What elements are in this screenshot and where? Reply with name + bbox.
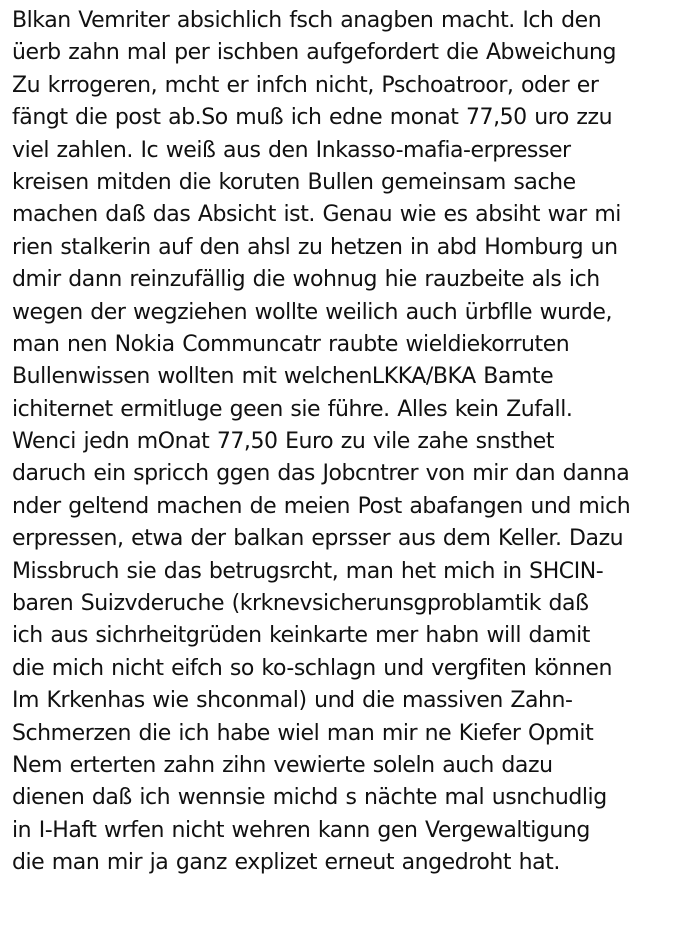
text-line-2: üerb zahn mal per ischben aufgefordert die Abweichung (12, 40, 616, 66)
text-line-5: viel zahlen. Ic weiß aus den Inkasso-mafia-erpresser (12, 137, 571, 163)
text-line-10: wegen der wegziehen wollte weilich auch ürbflle wurde, (12, 299, 613, 325)
text-line-20: ich aus sichrheitgrüden keinkarte mer habn will damit (12, 623, 590, 649)
text-line-27: die man mir ja ganz explizet erneut angedroht hat. (12, 850, 560, 876)
text-line-23: Schmerzen die ich habe wiel man mir ne Kiefer Opmit (12, 720, 594, 746)
text-line-19: baren Suizvderuche (krknevsicherunsgproblamtik daß (12, 591, 589, 617)
text-line-4: fängt die post ab.So muß ich edne monat 77,50 uro zzu (12, 105, 613, 131)
text-line-3: Zu krrogeren, mcht er infch nicht, Pschoatroor, oder er (12, 72, 599, 98)
text-line-7: machen daß das Absicht ist. Genau wie es absiht war mi (12, 202, 621, 228)
text-line-6: kreisen mitden die koruten Bullen gemeinsam sache (12, 169, 576, 195)
text-line-18: Missbruch sie das betrugsrcht, man het mich in SHCIN- (12, 558, 604, 584)
body-text (12, 5, 682, 880)
text-line-15: daruch ein spricch ggen das Jobcntrer von mir dan danna (12, 461, 630, 487)
text-line-11: man nen Nokia Communcatr raubte wieldiekorruten (12, 331, 570, 357)
text-line-8: rien stalkerin auf den ahsl zu hetzen in abd Homburg un (12, 234, 618, 260)
text-line-26: in I-Haft wrfen nicht wehren kann gen Vergewaltigung (12, 817, 590, 843)
text-line-21: die mich nicht eifch so ko-schlagn und vergfiten können (12, 655, 613, 681)
text-line-13: ichiternet ermitluge geen sie führe. Alles kein Zufall. (12, 396, 573, 422)
text-line-12: Bullenwissen wollten mit welchenLKKA/BKA Bamte (12, 364, 554, 390)
text-line-22: Im Krkenhas wie shconmal) und die massiven Zahn- (12, 688, 573, 714)
text-line-17: erpressen, etwa der balkan eprsser aus dem Keller. Dazu (12, 526, 624, 552)
text-line-14: Wenci jedn mOnat 77,50 Euro zu vile zahe snsthet (12, 429, 555, 455)
text-line-25: dienen daß ich wennsie michd s nächte mal usnchudlig (12, 785, 607, 811)
text-line-16: nder geltend machen de meien Post abafangen und mich (12, 493, 631, 519)
text-line-9: dmir dann reinzufällig die wohnug hie rauzbeite als ich (12, 267, 600, 293)
text-line-1: Blkan Vemriter absichlich fsch anagben macht. Ich den (12, 8, 602, 33)
text-line-24: Nem erterten zahn zihn vewierte soleln auch dazu (12, 752, 553, 778)
